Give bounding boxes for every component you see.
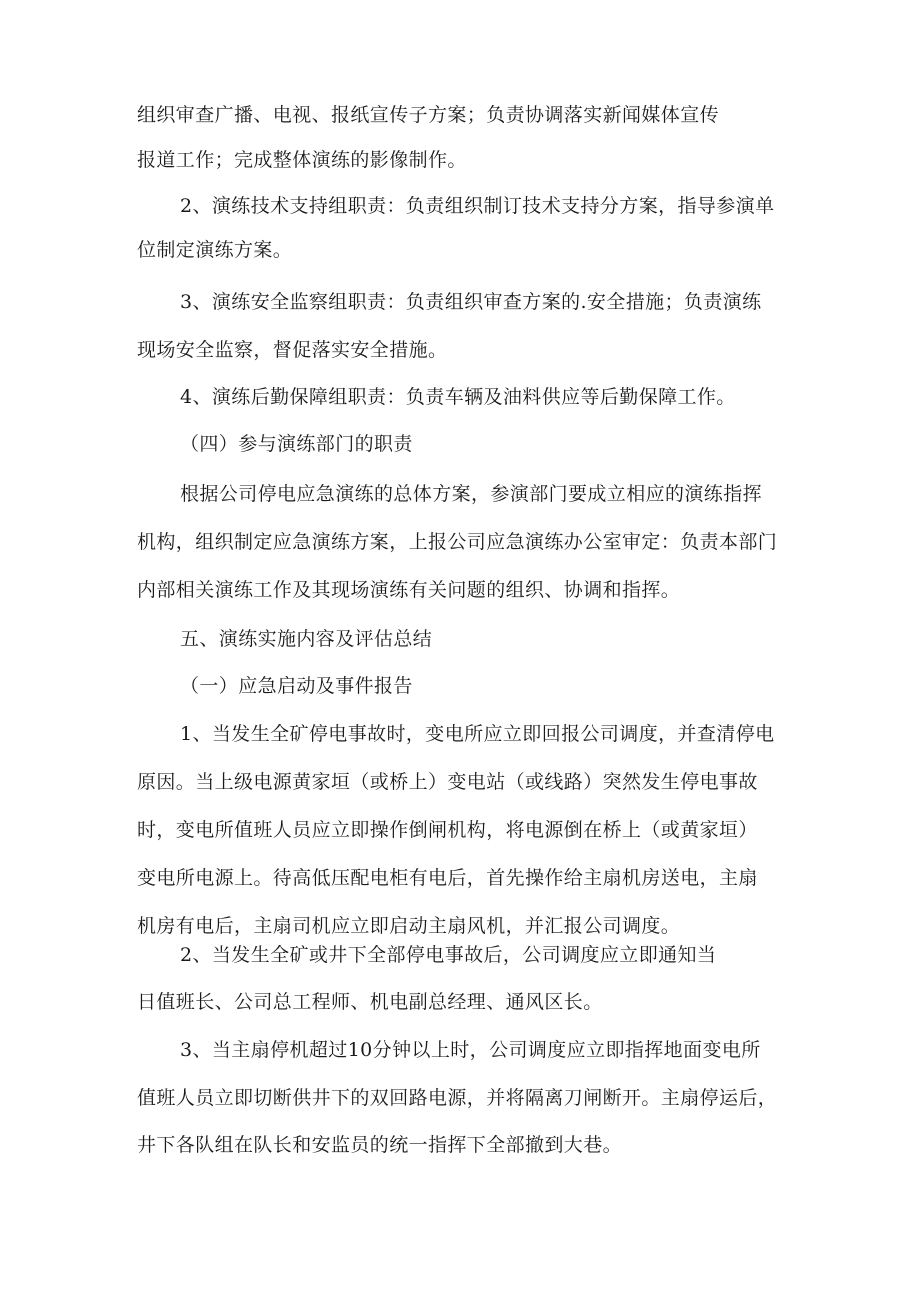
section-heading: 五、演练实施内容及评估总结 xyxy=(180,628,433,650)
text-line: 机构，组织制定应急演练方案，上报公司应急演练办公室审定：负责本部门 xyxy=(137,531,778,553)
text-line: 组织审查广播、电视、报纸宣传子方案；负责协调落实新闻媒体宣传 xyxy=(137,104,720,126)
text-line: 报道工作；完成整体演练的影像制作。 xyxy=(137,149,467,171)
text-line: 变电所电源上。待高低压配电柜有电后，首先操作给主扇机房送电，主扇 xyxy=(137,867,758,889)
text-line: 现场安全监察，督促落实安全措施。 xyxy=(137,339,448,361)
text-line: 井下各队组在队长和安监员的统一指挥下全部撤到大巷。 xyxy=(137,1134,623,1156)
text-line: 日值班长、公司总工程师、机电副总经理、通风区长。 xyxy=(137,991,603,1013)
text-line: 值班人员立即切断供井下的双回路电源，并将隔离刀闸断开。主扇停运后， xyxy=(137,1087,778,1109)
text-line: 4、演练后勤保障组职责：负责车辆及油料供应等后勤保障工作。 xyxy=(180,386,736,408)
section-heading: （四）参与演练部门的职责 xyxy=(180,433,413,455)
text-line: 3、演练安全监察组职责：负责组织审查方案的.安全措施；负责演练 xyxy=(180,291,762,313)
text-line: 机房有电后，主扇司机应立即启动主扇风机，并汇报公司调度。 xyxy=(137,915,681,937)
text-line: 根据公司停电应急演练的总体方案，参演部门要成立相应的演练指挥 xyxy=(180,483,763,505)
section-heading: （一）应急启动及事件报告 xyxy=(180,675,413,697)
text-line: 原因。当上级电源黄家垣（或桥上）变电站（或线路）突然发生停电事故 xyxy=(137,771,758,793)
text-line: 3、当主扇停机超过10分钟以上时，公司调度应立即指挥地面变电所 xyxy=(180,1039,761,1061)
text-line: 2、当发生全矿或井下全部停电事故后，公司调度应立即通知当 xyxy=(180,944,717,966)
text-line: 1、当发生全矿停电事故时，变电所应立即回报公司调度，并查清停电 xyxy=(180,723,775,745)
text-line: 内部相关演练工作及其现场演练有关问题的组织、协调和指挥。 xyxy=(137,579,681,601)
text-line: 2、演练技术支持组职责：负责组织制订技术支持分方案，指导参演单 xyxy=(180,195,775,217)
text-line: 位制定演练方案。 xyxy=(137,239,293,261)
text-line: 时，变电所值班人员应立即操作倒闸机构，将电源倒在桥上（或黄家垣） xyxy=(137,819,758,841)
